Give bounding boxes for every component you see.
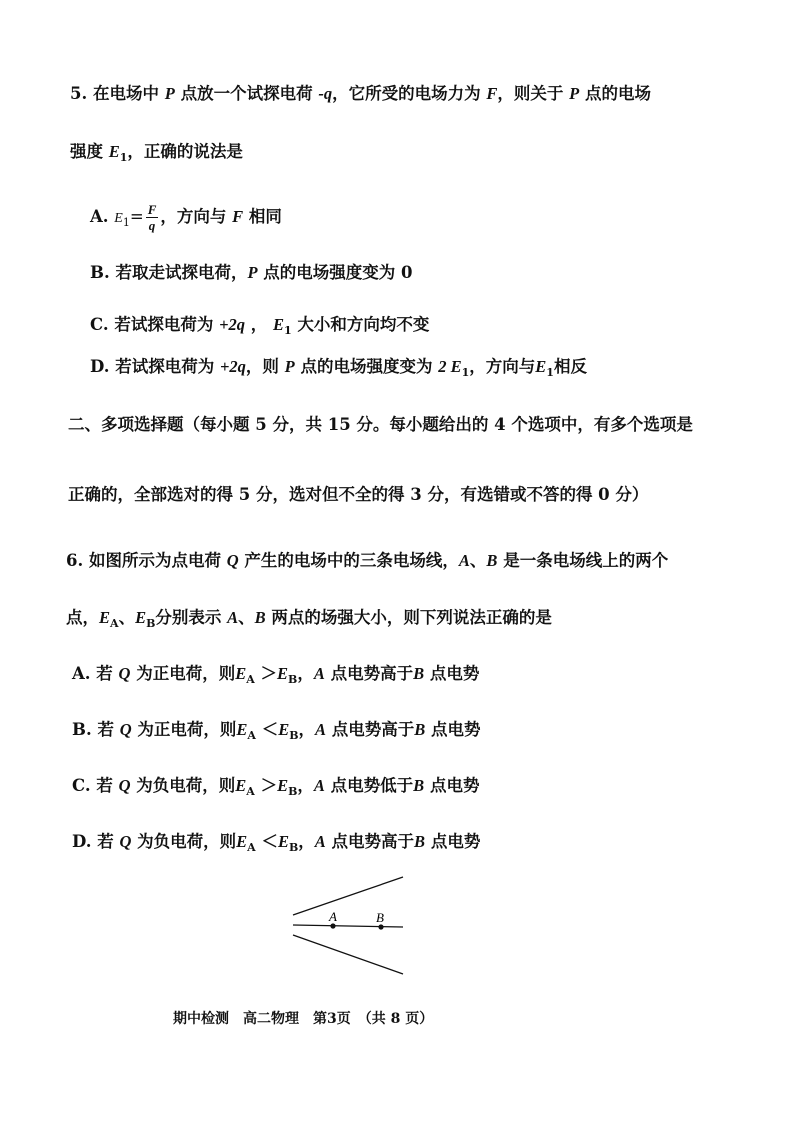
q5-stem-line2: 强度 $E_1$，正确的说法是	[70, 142, 243, 164]
field-line-upper	[293, 877, 403, 915]
q6-option-c: C. 若 Q 为负电荷，则$E_A >E_B$，A 点电势低于B 点电势	[72, 776, 480, 798]
page-footer: 期中检测 高二物理 第3页 （共 8 页）	[173, 1011, 434, 1027]
q5-option-b: B. 若取走试探电荷，P 点的电场强度变为 0	[90, 263, 413, 282]
point-a-label: A	[329, 909, 337, 924]
q5-number: 5.	[70, 84, 88, 103]
section2-heading-line1: 二、多项选择题（每小题 5 分，共 15 分。每小题给出的 4 个选项中，有多个选项是	[68, 415, 693, 434]
field-line-lower	[293, 935, 403, 974]
q6-option-a: A. 若 Q 为正电荷，则$E_A >E_B$，A 点电势高于B 点电势	[72, 664, 480, 686]
q6-stem-line1: 6. 如图所示为点电荷 Q 产生的电场中的三条电场线，A、B 是一条电场线上的两个	[66, 551, 669, 570]
field-line-middle	[293, 925, 403, 927]
electric-field-lines-diagram	[285, 870, 415, 980]
q6-option-b: B. 若 Q 为正电荷，则$E_A <E_B$，A 点电势高于B 点电势	[72, 720, 481, 742]
section2-heading-line2: 正确的，全部选对的得 5 分，选对但不全的得 3 分，有选错或不答的得 0 分）	[68, 485, 649, 504]
q6-stem-line2: 点，$E_A$、$E_B$分别表示 A、B 两点的场强大小，则下列说法正确的是	[66, 608, 552, 630]
q5-option-d: D. 若试探电荷为 +2q，则 P 点的电场强度变为 2 $E_1$，方向与$E_1$相反	[90, 357, 587, 379]
point-b-label: B	[376, 910, 384, 925]
q6-option-d: D. 若 Q 为负电荷，则$E_A <E_B$，A 点电势高于B 点电势	[72, 832, 481, 854]
q5-stem-line1: 5. 在电场中 P 点放一个试探电荷 -q，它所受的电场力为 F，则关于 P 点的电场	[70, 84, 651, 103]
q5-option-a: A. $E_1=$ $\frac{F}{q}$ ，方向与 F 相同	[90, 202, 282, 233]
fraction-f-over-q: $\frac{F}{q}$	[147, 202, 157, 233]
q5-option-c: C. 若试探电荷为 +2q ， $E_1$ 大小和方向均不变	[90, 315, 430, 337]
point-b-dot	[378, 924, 383, 929]
point-a-dot	[330, 923, 335, 928]
